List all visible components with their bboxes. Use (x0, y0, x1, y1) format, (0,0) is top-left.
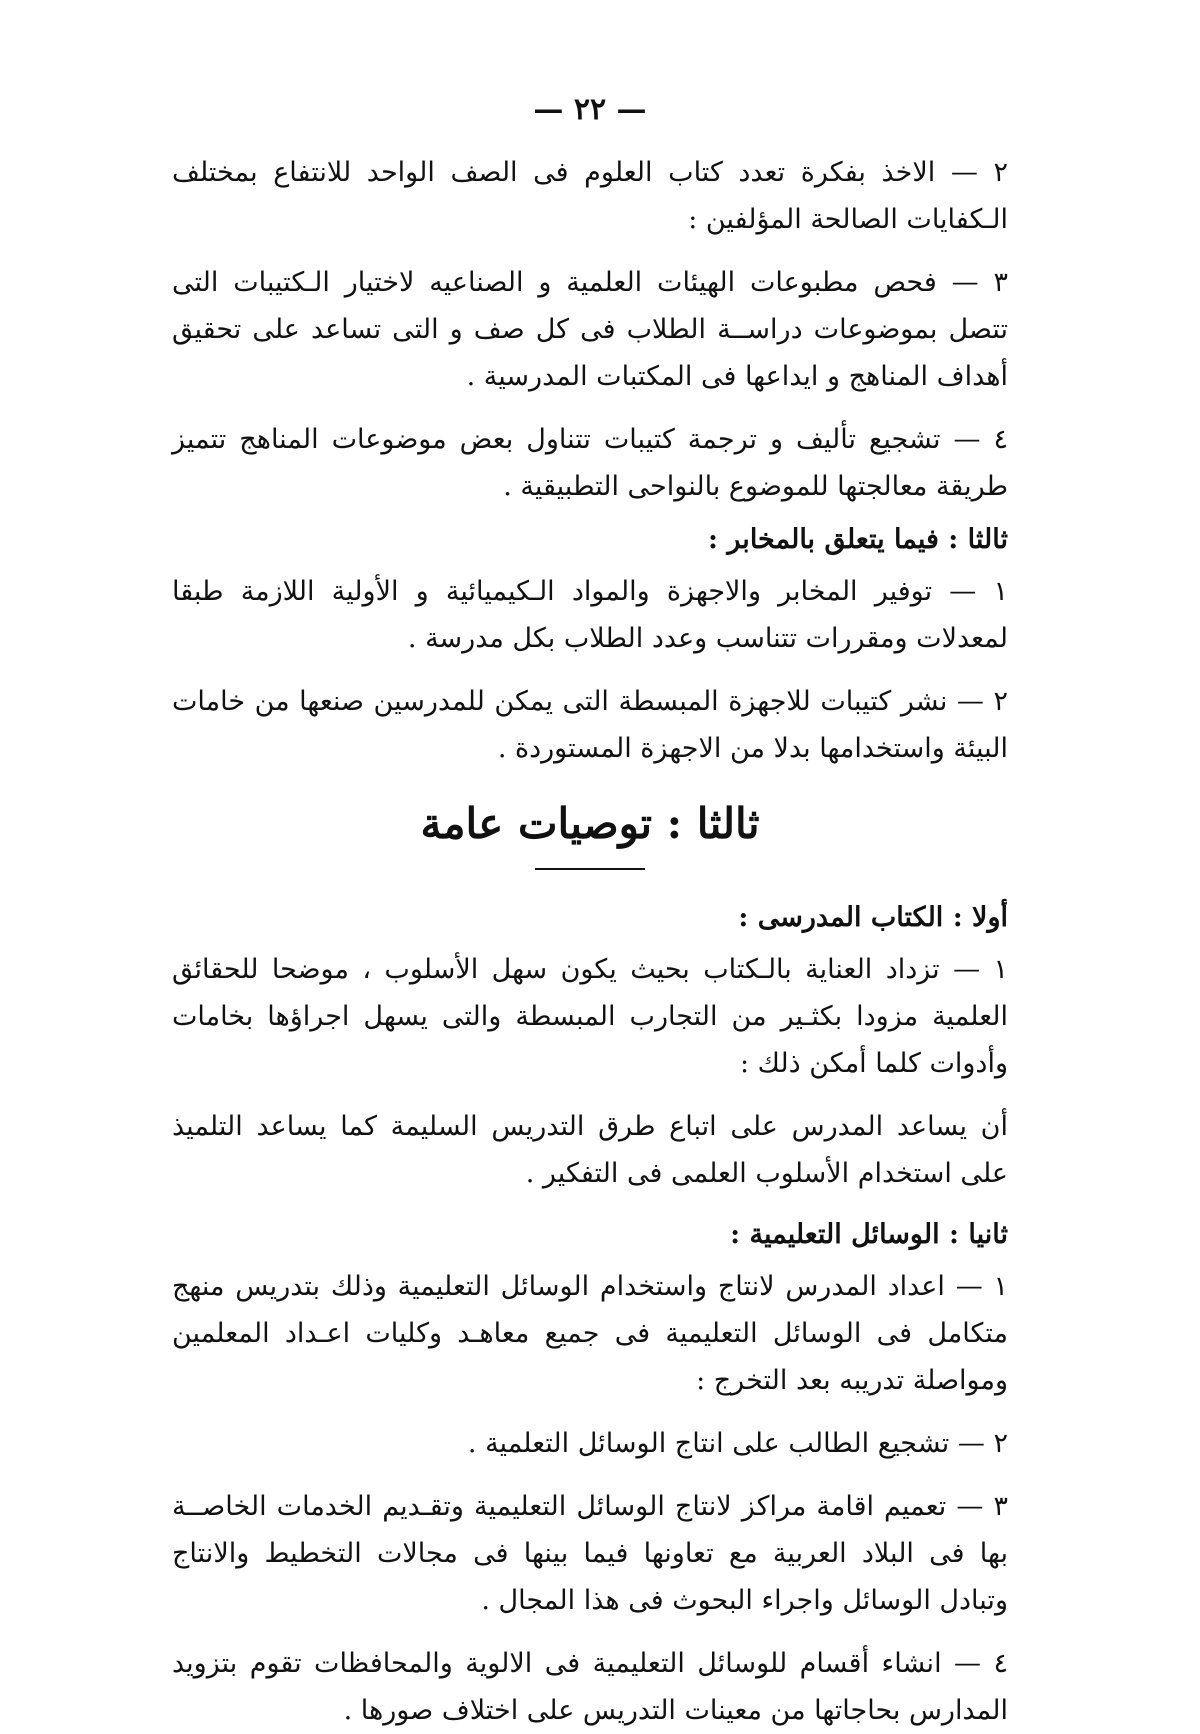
paragraph-item-2: ٢ — الاخذ بفكرة تعدد كتاب العلوم فى الصف الواحد للانتفاع بمختلف الـكفايات الصالحة المؤلفين : (172, 157, 1008, 235)
aids-item-3: ٣ — تعميم اقامة مراكز لانتاج الوسائل التعليمية وتقـديم الخدمات الخاصــة بها فى البلاد العربية مع تعاونها فيما بينها فى مجالات التخطيط والانتاج وتبادل الوسائل واجراء البحوث فى هذا المجال . (172, 1491, 1008, 1616)
page-number: — ٢٢ — (533, 92, 647, 127)
labs-item-1: ١ — توفير المخابر والاجهزة والمواد الـكيميائية و الأولية اللازمة طبقا لمعدلات ومقررات تتناسب وعدد الطلاب بكل مدرسة . (172, 576, 1008, 654)
labs-heading: ثالثا : فيما يتعلق بالمخابر : (708, 524, 1008, 555)
title-divider (535, 868, 645, 870)
aids-item-2: ٢ — تشجيع الطالب على انتاج الوسائل التعلمية . (467, 1428, 1008, 1459)
page-body (172, 149, 1008, 1734)
paragraph-item-3: ٣ — فحص مطبوعات الهيئات العلمية و الصناعيه لاختيار الـكتيبات التى تتصل بموضوعات دراســة الطلاب فى كل صف و التى تساعد على تحقيق أهداف المناهج و ايداعها فى المكتبات المدرسية . (172, 267, 1008, 392)
textbook-item-2: أن يساعد المدرس على اتباع طرق التدريس السليمة كما يساعد التلميذ على استخدام الأسلوب العلمى فى التفكير . (172, 1111, 1008, 1189)
labs-item-2: ٢ — نشر كتيبات للاجهزة المبسطة التى يمكن للمدرسين صنعها من خامات البيئة واستخدامها بدلا من الاجهزة المستوردة . (172, 686, 1008, 764)
aids-item-4: ٤ — انشاء أقسام للوسائل التعليمية فى الالوية والمحافظات تقوم بتزويد المدارس بحاجاتها من معينات التدريس على اختلاف صورها . (172, 1648, 1008, 1726)
textbook-heading: أولا : الكتاب المدرسى : (738, 902, 1008, 933)
paragraph-item-4: ٤ — تشجيع تأليف و ترجمة كتيبات تتناول بعض موضوعات المناهج تتميز طريقة معالجتها للموضوع بالنواحى التطبيقية . (172, 424, 1008, 502)
section-title: ثالثا : توصيات عامة (420, 799, 760, 848)
aids-heading: ثانيا : الوسائل التعليمية : (730, 1219, 1008, 1250)
aids-item-1: ١ — اعداد المدرس لانتاج واستخدام الوسائل التعليمية وذلك بتدريس منهج متكامل فى الوسائل التعليمية فى جميع معاهـد وكليات اعـداد المعلمين ومواصلة تدريبه بعد التخرج : (172, 1271, 1008, 1396)
textbook-item-1: ١ — تزداد العناية بالـكتاب بحيث يكون سهل الأسلوب ، موضحا للحقائق العلمية مزودا بكثـير من التجارب المبسطة والتى يسهل اجراؤها بخامات وأدوات كلما أمكن ذلك : (172, 954, 1008, 1079)
